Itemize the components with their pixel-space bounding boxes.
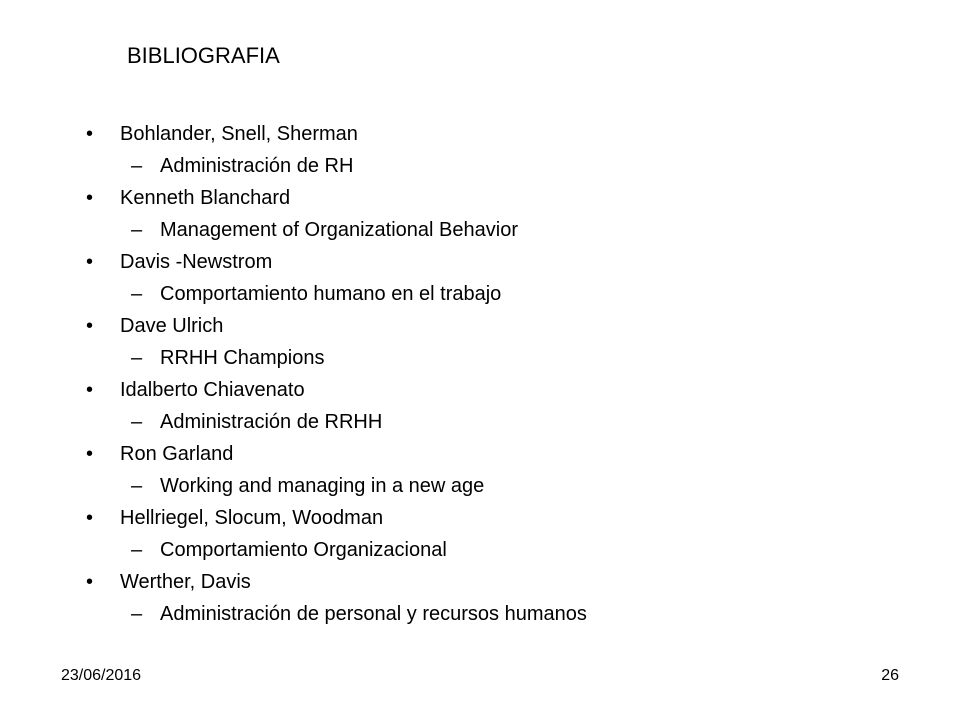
entry-work: Comportamiento humano en el trabajo (160, 283, 502, 305)
work-line (0, 280, 960, 312)
bibliography-list (0, 120, 960, 632)
dash-icon: – (131, 283, 143, 305)
author-line (0, 376, 960, 408)
work-line (0, 216, 960, 248)
entry-work: Comportamiento Organizacional (160, 539, 447, 561)
author-line (0, 568, 960, 600)
bullet-icon: • (86, 187, 94, 209)
dash-icon: – (131, 219, 143, 241)
bibliography-entry (0, 376, 960, 440)
entry-work: Administración de RH (160, 155, 354, 177)
work-line (0, 344, 960, 376)
entry-author: Ron Garland (120, 443, 234, 465)
dash-icon: – (131, 539, 143, 561)
entry-work: Working and managing in a new age (160, 475, 485, 497)
entry-work: Administración de personal y recursos humanos (160, 603, 587, 625)
bibliography-entry (0, 248, 960, 312)
entry-work: Management of Organizational Behavior (160, 219, 518, 241)
bullet-icon: • (86, 251, 94, 273)
bullet-icon: • (86, 571, 94, 593)
author-line (0, 312, 960, 344)
bibliography-entry (0, 568, 960, 632)
dash-icon: – (131, 155, 143, 177)
dash-icon: – (131, 347, 143, 369)
entry-work: Administración de RRHH (160, 411, 383, 433)
page-number: 26 (881, 667, 899, 684)
bibliography-entry (0, 504, 960, 568)
bullet-icon: • (86, 315, 94, 337)
work-line (0, 152, 960, 184)
dash-icon: – (131, 411, 143, 433)
entry-author: Dave Ulrich (120, 315, 224, 337)
author-line (0, 184, 960, 216)
entry-author: Hellriegel, Slocum, Woodman (120, 507, 384, 529)
dash-icon: – (131, 603, 143, 625)
bibliography-entry (0, 440, 960, 504)
work-line (0, 536, 960, 568)
bullet-icon: • (86, 507, 94, 529)
slide-title: BIBLIOGRAFIA (127, 43, 280, 68)
author-line (0, 120, 960, 152)
entry-work: RRHH Champions (160, 347, 325, 369)
entry-author: Davis -Newstrom (120, 251, 273, 273)
work-line (0, 600, 960, 632)
work-line (0, 408, 960, 440)
work-line (0, 472, 960, 504)
author-line (0, 504, 960, 536)
entry-author: Werther, Davis (120, 571, 251, 593)
entry-author: Bohlander, Snell, Sherman (120, 123, 358, 145)
entry-author: Kenneth Blanchard (120, 187, 291, 209)
author-line (0, 440, 960, 472)
author-line (0, 248, 960, 280)
bibliography-entry (0, 184, 960, 248)
footer-date: 23/06/2016 (61, 667, 142, 684)
bibliography-entry (0, 312, 960, 376)
bibliography-entry (0, 120, 960, 184)
dash-icon: – (131, 475, 143, 497)
bullet-icon: • (86, 379, 94, 401)
bullet-icon: • (86, 443, 94, 465)
bullet-icon: • (86, 123, 94, 145)
entry-author: Idalberto Chiavenato (120, 379, 305, 401)
